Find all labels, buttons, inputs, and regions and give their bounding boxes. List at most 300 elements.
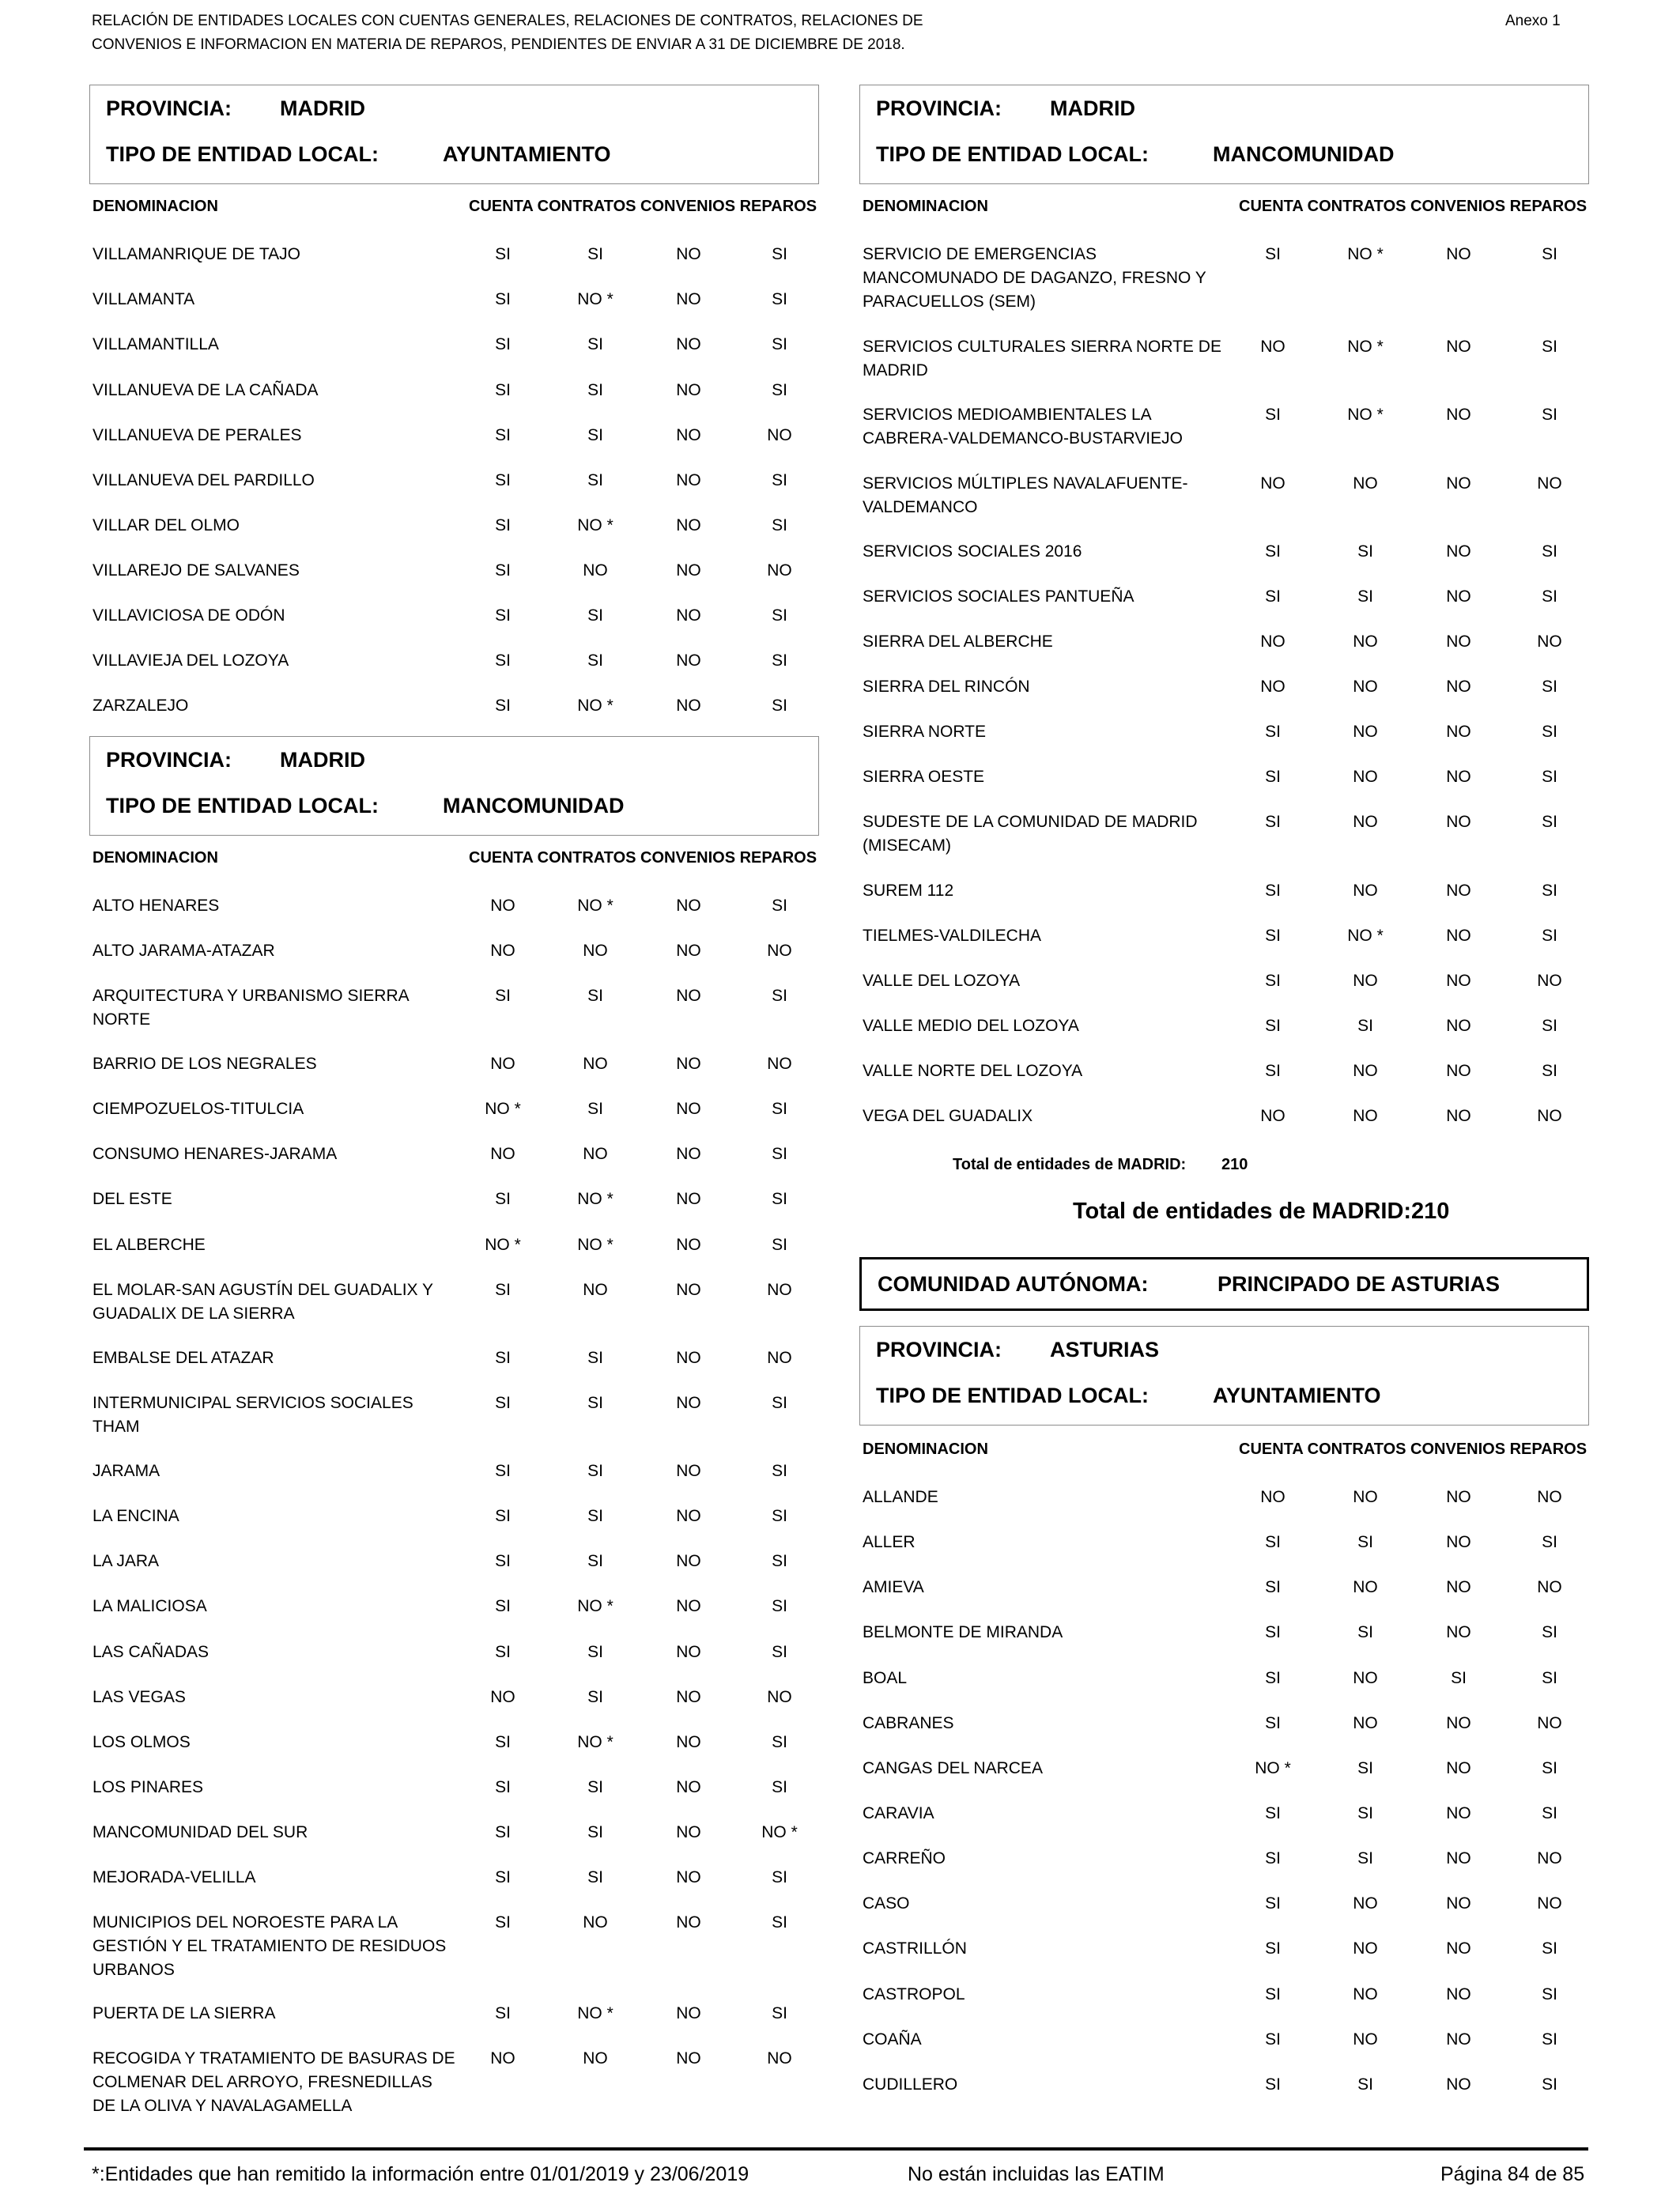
convenios-value: NO <box>676 426 701 444</box>
entity-name: CASTRILLÓN <box>863 1939 967 1958</box>
convenios-value: NO <box>1446 542 1471 561</box>
contratos-value: NO <box>1353 882 1378 900</box>
contratos-value: NO <box>583 561 608 580</box>
right-block1-column-header <box>859 198 1595 220</box>
entity-name: SERVICIOS SOCIALES PANTUEÑA <box>863 587 1134 606</box>
cuenta-value: SI <box>495 1394 511 1412</box>
comunidad-value: PRINCIPADO DE ASTURIAS <box>1218 1272 1501 1296</box>
entity-name: ALTO HENARES <box>92 897 220 915</box>
cuenta-value: SI <box>1265 768 1281 786</box>
convenios-value: NO <box>1446 1849 1471 1867</box>
contratos-value: NO <box>583 1145 608 1163</box>
reparos-value: SI <box>772 245 787 263</box>
convenios-value: NO <box>676 381 701 399</box>
cuenta-value: SI <box>495 1778 511 1796</box>
entity-name: ARQUITECTURA Y URBANISMO SIERRA NORTE <box>92 987 409 1029</box>
contratos-value: NO <box>1353 1062 1378 1080</box>
provincia-label: PROVINCIA: <box>106 748 232 772</box>
reparos-value: SI <box>1542 927 1557 945</box>
reparos-value: NO <box>1537 1488 1562 1506</box>
entity-name: MEJORADA-VELILLA <box>92 1868 256 1886</box>
reparos-value: NO * <box>761 1823 798 1841</box>
entity-name: JARAMA <box>92 1462 160 1480</box>
convenios-value: NO <box>1446 406 1471 424</box>
contratos-value: SI <box>1357 1849 1373 1867</box>
cuenta-value: NO * <box>485 1236 521 1254</box>
reparos-value: SI <box>1542 2030 1557 2049</box>
reparos-value: NO <box>1537 1578 1562 1596</box>
entity-name: LA JARA <box>92 1552 160 1570</box>
contratos-value: SI <box>587 471 603 489</box>
entity-name: SERVICIOS MEDIOAMBIENTALES LA CABRERA-VALDEMANCO-BUSTARVIEJO <box>863 406 1183 447</box>
contratos-value: NO <box>1353 1985 1378 2003</box>
report-title-line1: RELACIÓN DE ENTIDADES LOCALES CON CUENTAS GENERALES, RELACIONES DE CONTRATOS, RELACIONES DE <box>92 13 923 29</box>
convenios-value: NO <box>1446 768 1471 786</box>
convenios-value: NO <box>676 1145 701 1163</box>
madrid-total-big-label: Total de entidades de MADRID: <box>1073 1199 1412 1224</box>
cuenta-value: SI <box>495 1281 511 1299</box>
entity-name: MUNICIPIOS DEL NOROESTE PARA LA GESTIÓN Y EL TRATAMIENTO DE RESIDUOS URBANOS <box>92 1913 447 1979</box>
reparos-value: NO <box>1537 1894 1562 1913</box>
reparos-value: NO <box>767 1349 792 1367</box>
contratos-value: SI <box>587 651 603 670</box>
reparos-value: SI <box>772 1394 787 1412</box>
contratos-value: NO <box>1353 474 1378 493</box>
entity-name: PUERTA DE LA SIERRA <box>92 2004 276 2022</box>
entity-name: INTERMUNICIPAL SERVICIOS SOCIALES THAM <box>92 1394 413 1436</box>
convenios-value: NO <box>1446 2030 1471 2049</box>
entity-name: CONSUMO HENARES-JARAMA <box>92 1145 338 1163</box>
convenios-value: NO <box>676 697 701 715</box>
cuenta-value: SI <box>495 426 511 444</box>
entity-type-label: TIPO DE ENTIDAD LOCAL: <box>876 142 1149 166</box>
convenios-value: NO <box>1446 1062 1471 1080</box>
contratos-value: NO <box>1353 1107 1378 1125</box>
cuenta-value: SI <box>495 651 511 670</box>
entity-name: ALTO JARAMA-ATAZAR <box>92 942 275 960</box>
reparos-value: SI <box>772 1643 787 1661</box>
provincia-label: PROVINCIA: <box>876 96 1002 120</box>
reparos-value: SI <box>1542 1623 1557 1641</box>
convenios-value: NO <box>1446 972 1471 990</box>
contratos-value: NO <box>1353 972 1378 990</box>
cuenta-value: SI <box>495 1733 511 1751</box>
contratos-value: NO * <box>1347 338 1384 356</box>
contratos-value: SI <box>587 245 603 263</box>
contratos-value: NO <box>1353 1488 1378 1506</box>
cuenta-value: SI <box>1265 723 1281 741</box>
contratos-value: SI <box>587 1394 603 1412</box>
status-columns-header: CUENTA CONTRATOS CONVENIOS REPAROS <box>1239 198 1588 215</box>
reparos-value: SI <box>1542 768 1557 786</box>
contratos-value: SI <box>587 1100 603 1118</box>
madrid-total-small-value: 210 <box>1221 1156 1248 1173</box>
entity-name: CASO <box>863 1894 910 1913</box>
cuenta-value: SI <box>1265 245 1281 263</box>
reparos-value: SI <box>772 335 787 353</box>
cuenta-value: SI <box>495 1552 511 1570</box>
convenios-value: NO <box>1446 723 1471 741</box>
reparos-value: SI <box>772 1868 787 1886</box>
cuenta-value: NO <box>490 2049 515 2067</box>
convenios-value: NO <box>676 2049 701 2067</box>
contratos-value: NO <box>1353 2030 1378 2049</box>
cuenta-value: SI <box>495 335 511 353</box>
reparos-value: SI <box>772 1507 787 1525</box>
status-columns-header: CUENTA CONTRATOS CONVENIOS REPAROS <box>469 849 817 867</box>
reparos-value: NO <box>767 942 792 960</box>
cuenta-value: SI <box>495 381 511 399</box>
convenios-value: NO <box>676 335 701 353</box>
reparos-value: SI <box>1542 1804 1557 1822</box>
contratos-value: NO <box>1353 813 1378 831</box>
cuenta-value: SI <box>1265 1714 1281 1732</box>
entity-name: RECOGIDA Y TRATAMIENTO DE BASURAS DE COLMENAR DEL ARROYO, FRESNEDILLAS DE LA OLIVA Y NAVALAGAMELLA <box>92 2049 455 2115</box>
contratos-value: SI <box>587 426 603 444</box>
entity-name: SIERRA NORTE <box>863 723 986 741</box>
convenios-value: NO <box>1446 1714 1471 1732</box>
convenios-value: NO <box>676 1190 701 1208</box>
contratos-value: SI <box>1357 1017 1373 1035</box>
convenios-value: NO <box>676 1597 701 1615</box>
cuenta-value: SI <box>495 1823 511 1841</box>
reparos-value: SI <box>772 897 787 915</box>
right-block2-header-box <box>859 1326 1589 1426</box>
entity-name: VILLANUEVA DE PERALES <box>92 426 302 444</box>
convenios-value: NO <box>1446 1804 1471 1822</box>
reparos-value: SI <box>772 516 787 534</box>
convenios-value: NO <box>1446 474 1471 493</box>
reparos-value: SI <box>772 381 787 399</box>
cuenta-value: SI <box>495 1643 511 1661</box>
convenios-value: NO <box>676 606 701 625</box>
cuenta-value: SI <box>495 987 511 1005</box>
reparos-value: SI <box>772 290 787 308</box>
entity-name: VALLE DEL LOZOYA <box>863 972 1021 990</box>
convenios-value: NO <box>676 561 701 580</box>
entity-name: CASTROPOL <box>863 1985 965 2003</box>
convenios-value: NO <box>1446 1578 1471 1596</box>
convenios-value: NO <box>676 897 701 915</box>
madrid-total-small <box>953 1156 1248 1174</box>
entity-name: LAS VEGAS <box>92 1688 186 1706</box>
cuenta-value: SI <box>1265 587 1281 606</box>
convenios-value: NO <box>1446 1623 1471 1641</box>
convenios-value: NO <box>676 290 701 308</box>
entity-name: DEL ESTE <box>92 1190 172 1208</box>
cuenta-value: SI <box>495 2004 511 2022</box>
cuenta-value: SI <box>1265 1849 1281 1867</box>
convenios-value: NO <box>676 1778 701 1796</box>
left-block2-column-header <box>89 849 825 871</box>
convenios-value: NO <box>676 245 701 263</box>
entity-name: EL ALBERCHE <box>92 1236 206 1254</box>
contratos-value: SI <box>1357 587 1373 606</box>
reparos-value: SI <box>772 1913 787 1932</box>
right-block1-header-box <box>859 85 1589 184</box>
contratos-value: NO * <box>577 1733 613 1751</box>
cuenta-value: SI <box>495 697 511 715</box>
reparos-value: SI <box>1542 1939 1557 1958</box>
cuenta-value: SI <box>1265 1623 1281 1641</box>
cuenta-value: SI <box>1265 1804 1281 1822</box>
convenios-value: NO <box>676 1823 701 1841</box>
reparos-value: SI <box>1542 338 1557 356</box>
entity-name: VEGA DEL GUADALIX <box>863 1107 1033 1125</box>
convenios-value: NO <box>1446 1894 1471 1913</box>
contratos-value: SI <box>587 1778 603 1796</box>
convenios-value: NO <box>1446 678 1471 696</box>
contratos-value: NO <box>1353 723 1378 741</box>
reparos-value: SI <box>1542 1669 1557 1687</box>
convenios-value: NO <box>1446 2075 1471 2094</box>
reparos-value: SI <box>1542 1985 1557 2003</box>
reparos-value: NO <box>1537 1714 1562 1732</box>
cuenta-value: SI <box>495 471 511 489</box>
entity-name: VILLAR DEL OLMO <box>92 516 240 534</box>
cuenta-value: NO <box>490 1145 515 1163</box>
cuenta-value: SI <box>1265 927 1281 945</box>
contratos-value: NO <box>1353 1669 1378 1687</box>
contratos-value: NO * <box>577 897 613 915</box>
reparos-value: SI <box>1542 406 1557 424</box>
convenios-value: NO <box>676 1688 701 1706</box>
contratos-value: NO <box>1353 1714 1378 1732</box>
entity-name: EL MOLAR-SAN AGUSTÍN DEL GUADALIX Y GUADALIX DE LA SIERRA <box>92 1281 433 1323</box>
contratos-value: NO <box>1353 1894 1378 1913</box>
contratos-value: SI <box>1357 1759 1373 1777</box>
reparos-value: SI <box>1542 882 1557 900</box>
entity-name: COAÑA <box>863 2030 922 2049</box>
contratos-value: SI <box>587 606 603 625</box>
convenios-value: NO <box>676 942 701 960</box>
contratos-value: NO * <box>577 697 613 715</box>
cuenta-value: NO <box>1260 338 1285 356</box>
convenios-value: NO <box>676 1913 701 1932</box>
cuenta-value: SI <box>495 561 511 580</box>
entity-name: VILLANUEVA DE LA CAÑADA <box>92 381 319 399</box>
contratos-value: SI <box>587 1507 603 1525</box>
entity-name: BOAL <box>863 1669 908 1687</box>
entity-name: VILLAMANTA <box>92 290 195 308</box>
reparos-value: NO <box>767 2049 792 2067</box>
entity-name: CARAVIA <box>863 1804 934 1822</box>
reparos-value: NO <box>767 426 792 444</box>
reparos-value: SI <box>1542 1062 1557 1080</box>
entity-name: SERVICIO DE EMERGENCIAS MANCOMUNADO DE DAGANZO, FRESNO Y PARACUELLOS (SEM) <box>863 245 1206 311</box>
reparos-value: SI <box>1542 587 1557 606</box>
provincia-value: ASTURIAS <box>1050 1338 1160 1361</box>
entity-type-label: TIPO DE ENTIDAD LOCAL: <box>106 142 379 166</box>
reparos-value: SI <box>1542 1759 1557 1777</box>
convenios-value: NO <box>676 1236 701 1254</box>
reparos-value: SI <box>772 1597 787 1615</box>
footer-rule <box>84 2147 1588 2151</box>
reparos-value: NO <box>767 1688 792 1706</box>
reparos-value: SI <box>772 606 787 625</box>
entity-name: AMIEVA <box>863 1578 924 1596</box>
contratos-value: NO * <box>577 1597 613 1615</box>
convenios-value: NO <box>1446 1488 1471 1506</box>
cuenta-value: SI <box>495 516 511 534</box>
reparos-value: SI <box>772 1100 787 1118</box>
cuenta-value: SI <box>495 1507 511 1525</box>
entity-name: MANCOMUNIDAD DEL SUR <box>92 1823 308 1841</box>
provincia-value: MADRID <box>280 748 365 772</box>
contratos-value: SI <box>1357 1533 1373 1551</box>
convenios-value: NO <box>1446 1533 1471 1551</box>
denominacion-header: DENOMINACION <box>92 198 218 215</box>
reparos-value: NO <box>767 561 792 580</box>
reparos-value: NO <box>767 1055 792 1073</box>
entity-name: CIEMPOZUELOS-TITULCIA <box>92 1100 304 1118</box>
reparos-value: SI <box>772 2004 787 2022</box>
contratos-value: SI <box>1357 542 1373 561</box>
provincia-value: MADRID <box>280 96 365 120</box>
right-block2-column-header <box>859 1441 1595 1463</box>
cuenta-value: SI <box>1265 813 1281 831</box>
cuenta-value: SI <box>1265 1939 1281 1958</box>
contratos-value: NO * <box>577 1236 613 1254</box>
contratos-value: NO * <box>577 290 613 308</box>
entity-name: VILLANUEVA DEL PARDILLO <box>92 471 315 489</box>
left-block1-column-header <box>89 198 825 220</box>
convenios-value: NO <box>1446 1985 1471 2003</box>
contratos-value: SI <box>587 1868 603 1886</box>
entity-name: SERVICIOS SOCIALES 2016 <box>863 542 1082 561</box>
reparos-value: SI <box>772 1552 787 1570</box>
cuenta-value: SI <box>1265 1894 1281 1913</box>
entity-name: VALLE MEDIO DEL LOZOYA <box>863 1017 1079 1035</box>
reparos-value: SI <box>772 697 787 715</box>
cuenta-value: SI <box>495 1868 511 1886</box>
entity-name: LA MALICIOSA <box>92 1597 207 1615</box>
convenios-value: NO <box>1446 338 1471 356</box>
contratos-value: NO * <box>577 1190 613 1208</box>
page-number: Página 84 de 85 <box>1440 2163 1585 2185</box>
entity-name: SIERRA DEL ALBERCHE <box>863 633 1053 651</box>
convenios-value: NO <box>1446 587 1471 606</box>
reparos-value: SI <box>772 651 787 670</box>
footer-note: *:Entidades que han remitido la información entre 01/01/2019 y 23/06/2019 <box>92 2163 749 2185</box>
convenios-value: NO <box>676 987 701 1005</box>
convenios-value: NO <box>676 516 701 534</box>
contratos-value: SI <box>587 1552 603 1570</box>
contratos-value: SI <box>587 1349 603 1367</box>
reparos-value: SI <box>1542 1533 1557 1551</box>
entity-name: VALLE NORTE DEL LOZOYA <box>863 1062 1083 1080</box>
contratos-value: NO <box>1353 1939 1378 1958</box>
convenios-value: NO <box>676 471 701 489</box>
contratos-value: NO * <box>1347 245 1384 263</box>
entity-name: BARRIO DE LOS NEGRALES <box>92 1055 317 1073</box>
entity-name: CARREÑO <box>863 1849 946 1867</box>
entity-name: SIERRA OESTE <box>863 768 985 786</box>
left-block1-header-box <box>89 85 819 184</box>
reparos-value: NO <box>1537 1849 1562 1867</box>
contratos-value: NO <box>583 1281 608 1299</box>
provincia-label: PROVINCIA: <box>876 1338 1002 1361</box>
cuenta-value: NO <box>490 1055 515 1073</box>
convenios-value: NO <box>676 2004 701 2022</box>
entity-name: ALLANDE <box>863 1488 938 1506</box>
denominacion-header: DENOMINACION <box>863 1441 988 1458</box>
cuenta-value: SI <box>1265 1533 1281 1551</box>
convenios-value: NO <box>1446 813 1471 831</box>
cuenta-value: NO <box>1260 1488 1285 1506</box>
contratos-value: NO <box>1353 678 1378 696</box>
reparos-value: SI <box>1542 723 1557 741</box>
cuenta-value: SI <box>1265 542 1281 561</box>
entity-type-value: AYUNTAMIENTO <box>1213 1384 1381 1407</box>
cuenta-value: NO <box>490 1688 515 1706</box>
convenios-value: NO <box>676 1868 701 1886</box>
comunidad-label: COMUNIDAD AUTÓNOMA: <box>878 1272 1149 1296</box>
contratos-value: SI <box>1357 1623 1373 1641</box>
entity-type-label: TIPO DE ENTIDAD LOCAL: <box>106 794 379 818</box>
reparos-value: SI <box>772 1462 787 1480</box>
annex-label: Anexo 1 <box>1505 13 1561 29</box>
entity-name: ZARZALEJO <box>92 697 189 715</box>
entity-name: EMBALSE DEL ATAZAR <box>92 1349 274 1367</box>
reparos-value: SI <box>772 1190 787 1208</box>
convenios-value: NO <box>676 1733 701 1751</box>
cuenta-value: SI <box>495 1913 511 1932</box>
reparos-value: SI <box>1542 542 1557 561</box>
madrid-total-small-label: Total de entidades de MADRID: <box>953 1156 1187 1173</box>
cuenta-value: NO <box>1260 678 1285 696</box>
contratos-value: SI <box>587 335 603 353</box>
convenios-value: NO <box>1446 245 1471 263</box>
left-block2-header-box <box>89 736 819 836</box>
status-columns-header: CUENTA CONTRATOS CONVENIOS REPAROS <box>1239 1441 1588 1458</box>
contratos-value: SI <box>587 987 603 1005</box>
cuenta-value: SI <box>495 1190 511 1208</box>
convenios-value: NO <box>1446 882 1471 900</box>
cuenta-value: NO <box>1260 1107 1285 1125</box>
convenios-value: NO <box>676 1643 701 1661</box>
cuenta-value: NO <box>490 897 515 915</box>
entity-type-value: MANCOMUNIDAD <box>1213 142 1395 166</box>
convenios-value: NO <box>1446 633 1471 651</box>
cuenta-value: NO <box>1260 474 1285 493</box>
cuenta-value: SI <box>495 245 511 263</box>
entity-name: ALLER <box>863 1533 916 1551</box>
reparos-value: SI <box>772 471 787 489</box>
convenios-value: NO <box>676 1462 701 1480</box>
cuenta-value: NO <box>1260 633 1285 651</box>
entity-name: SUREM 112 <box>863 882 954 900</box>
reparos-value: SI <box>772 1733 787 1751</box>
cuenta-value: SI <box>495 1462 511 1480</box>
madrid-total-big <box>1073 1199 1450 1225</box>
contratos-value: SI <box>587 1688 603 1706</box>
entity-name: VILLAMANRIQUE DE TAJO <box>92 245 300 263</box>
entity-name: SERVICIOS CULTURALES SIERRA NORTE DE MADRID <box>863 338 1221 380</box>
cuenta-value: SI <box>495 606 511 625</box>
provincia-label: PROVINCIA: <box>106 96 232 120</box>
convenios-value: NO <box>676 1552 701 1570</box>
entity-name: VILLAMANTILLA <box>92 335 219 353</box>
entity-name: CANGAS DEL NARCEA <box>863 1759 1043 1777</box>
entity-name: VILLAVICIOSA DE ODÓN <box>92 606 285 625</box>
contratos-value: NO * <box>1347 927 1384 945</box>
convenios-value: SI <box>1451 1669 1467 1687</box>
convenios-value: NO <box>676 1394 701 1412</box>
contratos-value: NO <box>1353 1578 1378 1596</box>
contratos-value: NO <box>1353 633 1378 651</box>
cuenta-value: SI <box>1265 1017 1281 1035</box>
